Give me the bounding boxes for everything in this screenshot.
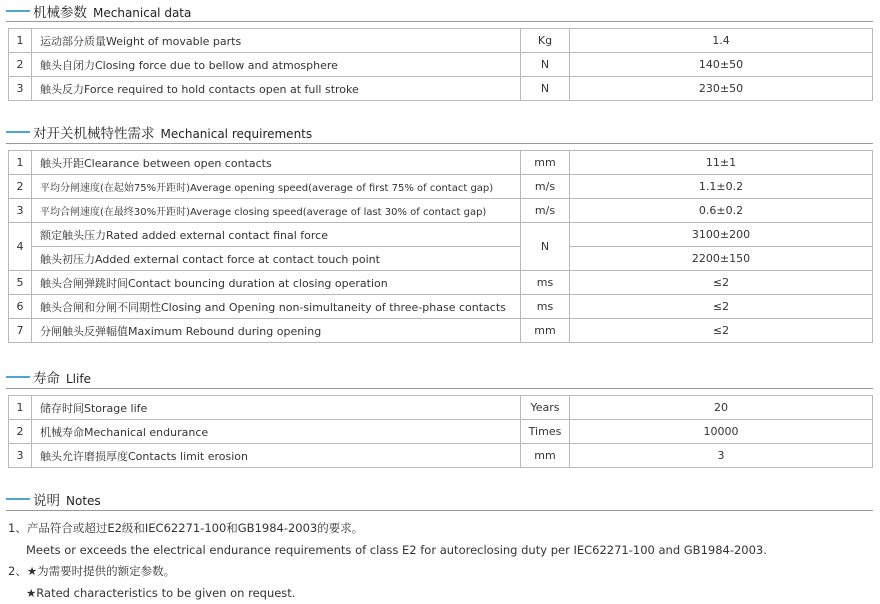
row-description: 触头允许磨损厚度Contacts limit erosion: [32, 444, 521, 468]
row-value: 1.4: [570, 29, 873, 53]
row-unit: Times: [521, 420, 570, 444]
section-divider: [6, 388, 873, 389]
notes-block: [8, 518, 767, 604]
row-number: 3: [9, 77, 32, 101]
note-line: 1、产品符合或超过E2级和IEC62271-100和GB1984-2003的要求。: [8, 521, 364, 535]
note-line: Meets or exceeds the electrical endurance requirements of class E2 for autoreclosing duty per IEC62271-100 and GB1984-2003.: [26, 542, 767, 557]
table-row: [9, 444, 873, 468]
row-number: 2: [9, 420, 32, 444]
row-unit: N: [521, 223, 570, 271]
table-row: [9, 77, 873, 101]
note-line: ★Rated characteristics to be given on request.: [26, 585, 296, 600]
row-description: 储存时间Storage life: [32, 396, 521, 420]
section-divider: [6, 510, 873, 511]
row-number: 5: [9, 271, 32, 295]
table-row: [9, 29, 873, 53]
table-row: [9, 223, 873, 247]
section-title: [33, 1, 191, 21]
section-title-en: Mechanical requirements: [160, 127, 313, 141]
row-description: 机械寿命Mechanical endurance: [32, 420, 521, 444]
row-description: 触头合闸弹跳时间Contact bouncing duration at closing operation: [32, 271, 521, 295]
section-accent-bar: [6, 498, 30, 500]
row-value: 140±50: [570, 53, 873, 77]
section-divider: [6, 21, 873, 22]
table-row: [9, 271, 873, 295]
section-title: [33, 122, 312, 142]
row-value: 20: [570, 396, 873, 420]
row-description: 运动部分质量Weight of movable parts: [32, 29, 521, 53]
row-unit: Years: [521, 396, 570, 420]
row-number: 1: [9, 29, 32, 53]
section-title: [33, 367, 91, 387]
row-unit: m/s: [521, 199, 570, 223]
mechanical-data-table: [8, 28, 873, 101]
section-title-cn: 寿命: [33, 371, 60, 387]
section-title-cn: 说明: [33, 493, 60, 509]
row-unit: ms: [521, 295, 570, 319]
row-description: 平均分闸速度(在起始75%开距时)Average opening speed(average of first 75% of contact gap): [32, 175, 521, 199]
table-row: [9, 396, 873, 420]
life-table: [8, 395, 873, 468]
table-row: [9, 420, 873, 444]
row-unit: m/s: [521, 175, 570, 199]
section-title-en: Notes: [66, 494, 101, 508]
row-value: 1.1±0.2: [570, 175, 873, 199]
row-value: 3: [570, 444, 873, 468]
table-row: [9, 319, 873, 343]
row-description: 触头自闭力Closing force due to bellow and atmosphere: [32, 53, 521, 77]
row-number: 7: [9, 319, 32, 343]
table-row: [9, 247, 873, 271]
section-title: [33, 489, 101, 509]
section-title-en: Llife: [66, 372, 91, 386]
section-title-cn: 对开关机械特性需求: [33, 126, 155, 142]
row-unit: mm: [521, 319, 570, 343]
row-value: 11±1: [570, 151, 873, 175]
row-value: 230±50: [570, 77, 873, 101]
row-unit: mm: [521, 444, 570, 468]
row-description: 触头初压力Added external contact force at contact touch point: [32, 247, 521, 271]
row-number: 2: [9, 175, 32, 199]
section-header-life: [6, 368, 91, 386]
section-accent-bar: [6, 131, 30, 133]
row-number: 6: [9, 295, 32, 319]
section-divider: [6, 143, 873, 144]
section-title-en: Mechanical data: [93, 6, 192, 20]
row-description: 额定触头压力Rated added external contact final force: [32, 223, 521, 247]
table-row: [9, 295, 873, 319]
row-description: 触头开距Clearance between open contacts: [32, 151, 521, 175]
row-value: 2200±150: [570, 247, 873, 271]
row-number: 4: [9, 223, 32, 271]
mechanical-requirements-table: [8, 150, 873, 343]
row-value: ≤2: [570, 319, 873, 343]
table-row: [9, 53, 873, 77]
note-line: 2、★为需要时提供的额定参数。: [8, 564, 176, 578]
row-number: 1: [9, 396, 32, 420]
row-value: 3100±200: [570, 223, 873, 247]
section-header-mechanical-requirements: [6, 123, 312, 141]
row-description: 触头合闸和分闸不同期性Closing and Opening non-simultaneity of three-phase contacts: [32, 295, 521, 319]
row-unit: N: [521, 53, 570, 77]
section-header-notes: [6, 490, 101, 508]
row-value: 10000: [570, 420, 873, 444]
section-header-mechanical-data: [6, 2, 191, 20]
row-description: 触头反力Force required to hold contacts open at full stroke: [32, 77, 521, 101]
row-number: 3: [9, 444, 32, 468]
table-row: [9, 175, 873, 199]
row-number: 3: [9, 199, 32, 223]
table-row: [9, 199, 873, 223]
row-unit: Kg: [521, 29, 570, 53]
row-unit: mm: [521, 151, 570, 175]
row-value: 0.6±0.2: [570, 199, 873, 223]
row-number: 1: [9, 151, 32, 175]
row-unit: ms: [521, 271, 570, 295]
table-row: [9, 151, 873, 175]
row-description: 平均合闸速度(在最终30%开距时)Average closing speed(average of last 30% of contact gap): [32, 199, 521, 223]
section-accent-bar: [6, 376, 30, 378]
row-description: 分闸触头反弹幅值Maximum Rebound during opening: [32, 319, 521, 343]
row-unit: N: [521, 77, 570, 101]
row-number: 2: [9, 53, 32, 77]
row-value: ≤2: [570, 295, 873, 319]
section-title-cn: 机械参数: [33, 5, 87, 21]
section-accent-bar: [6, 10, 30, 12]
row-value: ≤2: [570, 271, 873, 295]
